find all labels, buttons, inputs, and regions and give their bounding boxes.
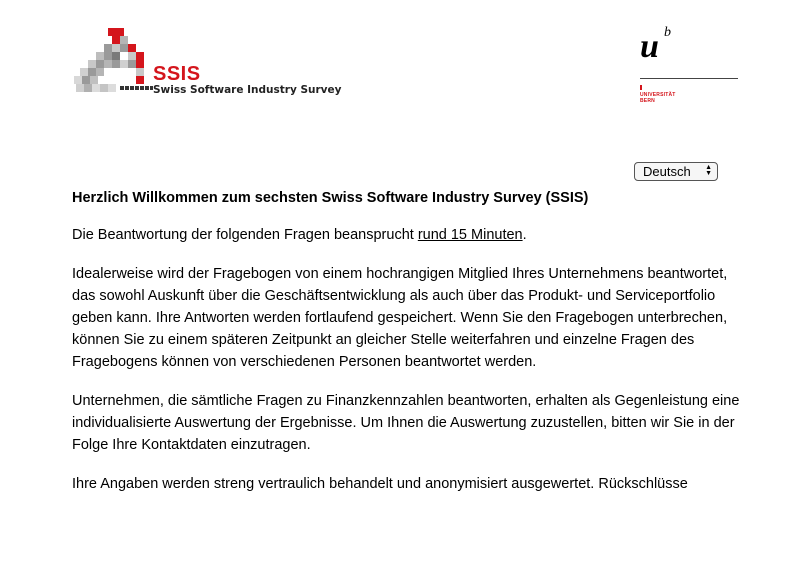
evaluation-paragraph: Unternehmen, die sämtliche Fragen zu Finanzkennzahlen beantworten, erhalten als Gegenleistung eine individualisierte Auswertung der Ergebnisse. Um Ihnen die Auswertung zuzustellen, bitten wir Sie in der Folge Ihre Kontaktdaten einzutragen. <box>72 393 740 453</box>
respondent-paragraph: Idealerweise wird der Fragebogen von einem hochrangigen Mitglied Ihres Unternehmens beantwortet, das sowohl Auskunft über die Geschäftsentwicklung als auch über das Produkt- und Serviceportfolio geben kann. Ihre Antworten werden fortlaufend gespeichert. Wenn Sie den Fragebogen unterbrechen, können Sie zu einem späteren Zeitpunkt an gleicher Stelle weiterfahren und einzelne Fragen des Fragebogens können von verschiedenen Personen beantwortet werden. <box>72 266 728 370</box>
duration-paragraph <box>72 224 742 246</box>
language-select[interactable] <box>634 162 718 181</box>
university-logo <box>640 26 740 106</box>
duration-link[interactable]: rund 15 Minuten <box>417 227 523 243</box>
privacy-paragraph: Ihre Angaben werden streng vertraulich behandelt und anonymisiert ausgewertet. Rückschlüsse <box>72 476 688 492</box>
university-logo-name-line1: UNIVERSITÄT <box>640 92 676 98</box>
university-logo-name <box>640 92 676 104</box>
university-logo-b: b <box>664 25 671 40</box>
university-logo-rule <box>640 78 738 79</box>
select-arrows-icon: ▲ ▼ <box>705 164 712 177</box>
ssis-logo-title: SSIS <box>153 63 201 85</box>
university-logo-name-line2: BERN <box>640 98 655 104</box>
page-title: Herzlich Willkommen zum sechsten Swiss Software Industry Survey (SSIS) <box>72 190 589 206</box>
language-select-value: Deutsch <box>643 164 691 179</box>
ssis-logo-subtitle: Swiss Software Industry Survey <box>153 84 342 96</box>
university-logo-u: u <box>640 28 659 65</box>
duration-suffix: . <box>522 227 527 243</box>
university-logo-mark <box>640 85 642 90</box>
duration-prefix: Die Beantwortung der folgenden Fragen beansprucht <box>72 227 418 243</box>
intro-content <box>72 187 742 512</box>
